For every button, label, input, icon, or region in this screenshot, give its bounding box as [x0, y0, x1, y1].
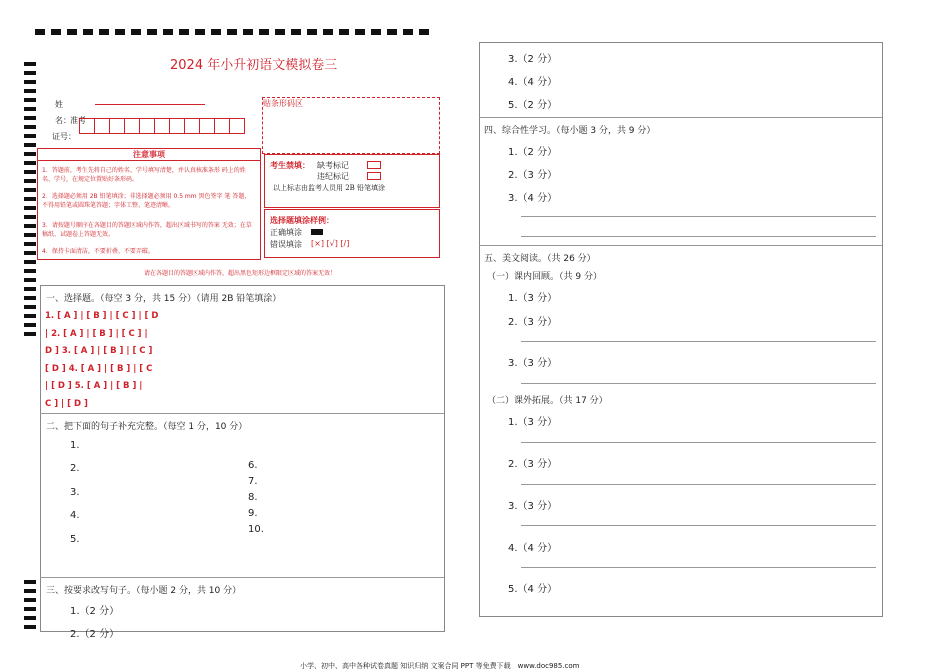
blank-item[interactable]: 10. — [248, 524, 264, 535]
notice-item: 1．答题前，考生先将自己的姓名、学号填写清楚，并认真核准条形 码上的姓名、学号，在规定位置贴好条形码。 — [42, 167, 246, 183]
answer-line[interactable] — [521, 442, 876, 443]
absent-checkbox[interactable] — [367, 161, 381, 169]
notice-heading: 注意事项 — [38, 149, 260, 161]
divider — [479, 117, 882, 118]
blank-item[interactable]: 4. — [70, 510, 80, 521]
question-item[interactable]: 3.（3 分） — [508, 358, 558, 369]
mc-line[interactable]: D ] 3. [ A ] | [ B ] | [ C ] — [45, 346, 153, 356]
blank-item[interactable]: 8. — [248, 492, 258, 503]
side-marker-bar-lower — [24, 580, 36, 634]
name-label: 姓 — [55, 100, 63, 109]
forbid-label: 考生禁填： — [270, 161, 310, 170]
divider — [40, 413, 444, 414]
question-item[interactable]: 2.（3 分） — [508, 317, 558, 328]
exam-no-label: 准考 — [70, 116, 86, 125]
question-item[interactable]: 5.（4 分） — [508, 584, 558, 595]
top-marker-bar — [35, 20, 450, 28]
blank-item[interactable]: 3. — [70, 487, 80, 498]
blank-item[interactable]: 1. — [70, 440, 80, 451]
answer-line[interactable] — [521, 567, 876, 568]
barcode-area — [262, 97, 440, 154]
sample-box — [264, 209, 440, 258]
page-title: 2024 年小升初语文模拟卷三 — [170, 58, 338, 73]
rewrite-item[interactable]: 4.（4 分） — [508, 77, 558, 88]
question-item[interactable]: 1.（3 分） — [508, 293, 558, 304]
mc-line[interactable]: C ] | [ D ] — [45, 399, 88, 409]
divider — [40, 577, 444, 578]
blank-item[interactable]: 5. — [70, 534, 80, 545]
barcode-label: 贴条形码区 — [263, 99, 303, 108]
answer-line[interactable] — [521, 236, 876, 237]
mc-line[interactable]: 1. [ A ] | [ B ] | [ C ] | [ D — [45, 311, 159, 321]
question-item[interactable]: 3.（3 分） — [508, 501, 558, 512]
sample-label: 选择题填涂样例： — [270, 216, 334, 225]
exam-no-label-2: 证号： — [52, 132, 76, 141]
blank-item[interactable]: 9. — [248, 508, 258, 519]
notice-item: 3．请按题号顺序在各题目的答题区域内作答，超出区域书写的答案 无效；在草稿纸、试题卷上答题无效。 — [42, 222, 252, 238]
question-item[interactable]: 3.（4 分） — [508, 193, 558, 204]
section-1-title: 一、选择题。（每空 3 分，共 15 分）（请用 2B 铅笔填涂） — [46, 294, 282, 304]
violate-label: 违纪标记 — [317, 172, 349, 181]
rewrite-item[interactable]: 1.（2 分） — [70, 606, 120, 617]
notice-box — [37, 148, 261, 260]
forbid-box — [264, 154, 440, 208]
correct-label: 正确填涂 — [270, 228, 302, 237]
exam-number-boxes[interactable] — [80, 118, 245, 134]
name-field[interactable] — [95, 104, 205, 105]
question-item[interactable]: 1.（3 分） — [508, 417, 558, 428]
name-label-2: 名： — [55, 116, 71, 125]
footer-text: 小学、初中、高中各种试卷真题 知识归纳 文案合同 PPT 等免费下载 www.doc985.com — [300, 662, 580, 670]
section-3-title: 三、按要求改写句子。（每小题 2 分，共 10 分） — [46, 586, 242, 596]
notice-item: 4．保持卡面清洁，不要折叠、不要弄破。 — [42, 248, 154, 255]
wrong-label: 错误填涂 — [270, 240, 302, 249]
question-item[interactable]: 1.（2 分） — [508, 147, 558, 158]
rewrite-item[interactable]: 2.（2 分） — [70, 629, 120, 640]
blank-item[interactable]: 6. — [248, 460, 258, 471]
divider — [479, 245, 882, 246]
rewrite-item[interactable]: 3.（2 分） — [508, 54, 558, 65]
question-item[interactable]: 2.（3 分） — [508, 459, 558, 470]
question-item[interactable]: 4.（4 分） — [508, 543, 558, 554]
rewrite-item[interactable]: 5.（2 分） — [508, 100, 558, 111]
violate-checkbox[interactable] — [367, 172, 381, 180]
mc-line[interactable]: | 2. [ A ] | [ B ] | [ C ] | — [45, 329, 148, 339]
answer-line[interactable] — [521, 216, 876, 217]
blank-item[interactable]: 2. — [70, 463, 80, 474]
absent-label: 缺考标记 — [317, 161, 349, 170]
question-item[interactable]: 2.（3 分） — [508, 170, 558, 181]
mc-line[interactable]: [ D ] 4. [ A ] | [ B ] | [ C — [45, 364, 153, 374]
section-4-title: 四、综合性学习。（每小题 3 分，共 9 分） — [484, 126, 656, 136]
answer-line[interactable] — [521, 525, 876, 526]
part-2-title: （二）课外拓展。（共 17 分） — [487, 396, 608, 406]
blank-item[interactable]: 7. — [248, 476, 258, 487]
notice-item: 2．选择题必须用 2B 铅笔填涂；非选择题必须用 0.5 mm 黑色签字 笔 答题，不得用铅笔或圆珠笔答题；字体工整、笔迹清晰。 — [42, 193, 251, 209]
correct-mark — [311, 229, 323, 235]
part-1-title: （一）课内回顾。（共 9 分） — [487, 272, 602, 282]
section-2-title: 二、把下面的句子补充完整。（每空 1 分，10 分） — [46, 422, 248, 432]
mc-line[interactable]: | [ D ] 5. [ A ] | [ B ] | — [45, 381, 143, 391]
side-marker-bar — [24, 62, 36, 341]
wrong-marks: [×] [√] [/] — [311, 239, 350, 248]
section-5-title: 五、美文阅读。（共 26 分） — [484, 254, 596, 264]
answer-line[interactable] — [521, 341, 876, 342]
answer-line[interactable] — [521, 484, 876, 485]
forbid-note: 以上标志由监考人员用 2B 铅笔填涂 — [273, 184, 386, 192]
answer-line[interactable] — [521, 383, 876, 384]
warning-text: 请在各题目的答题区域内作答，超出黑色矩形边框限定区域的答案无效！ — [143, 270, 336, 277]
